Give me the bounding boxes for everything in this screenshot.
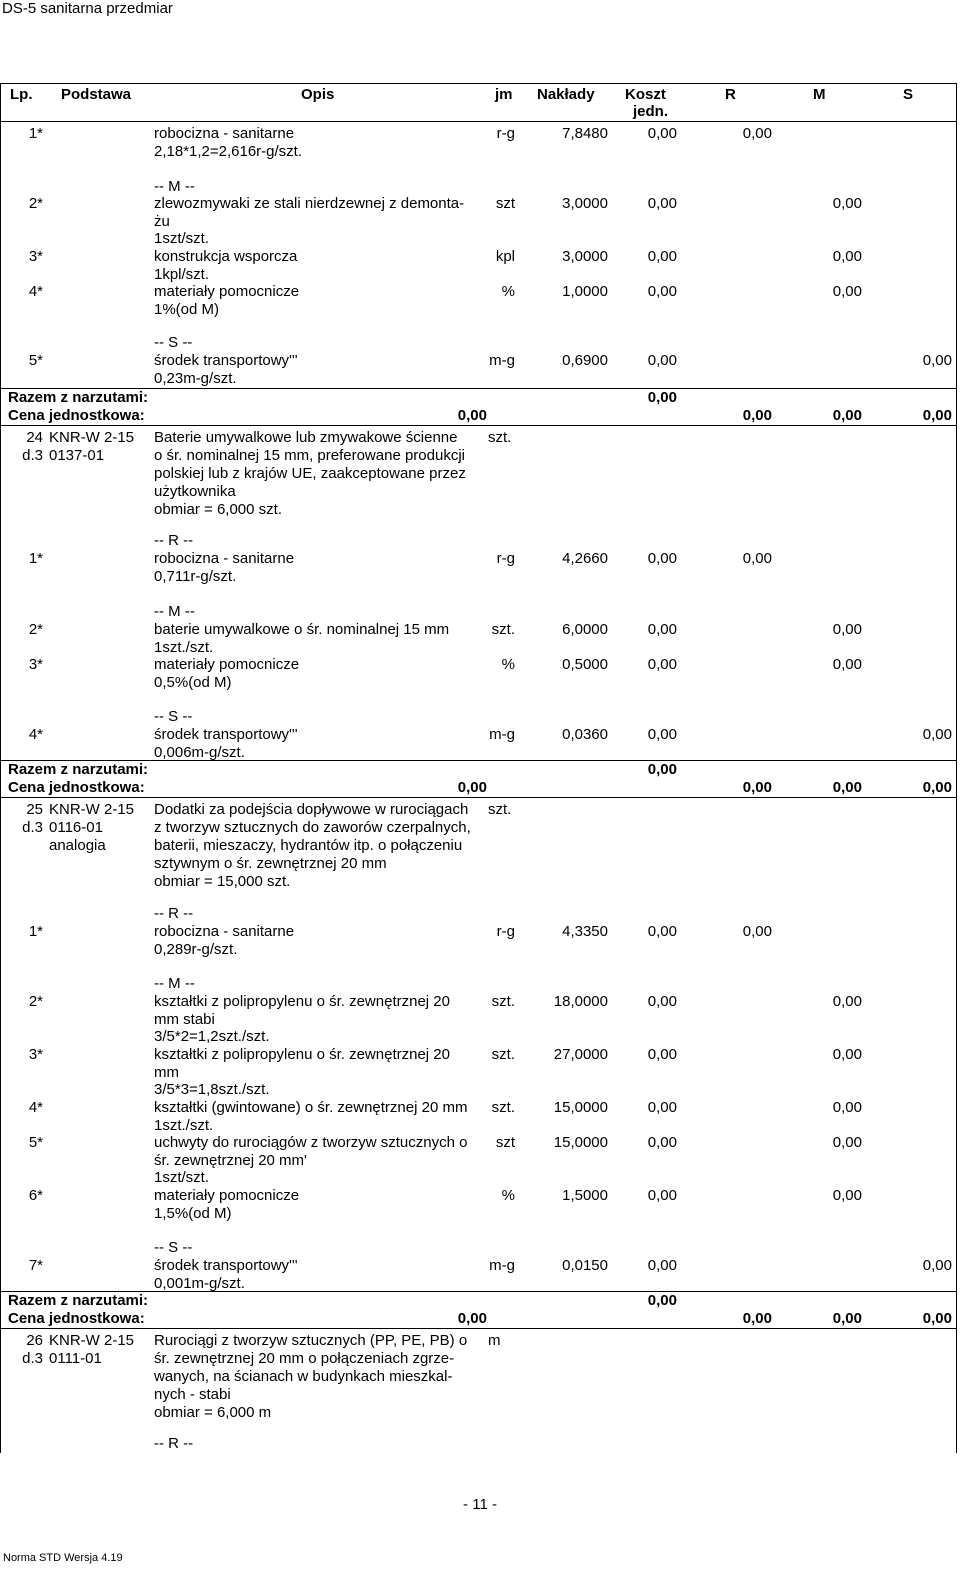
row-cost-s: 0,00 [922,1257,952,1274]
section-marker-r: -- R -- [154,1435,194,1452]
row-description: środek transportowy''' [154,352,298,369]
section-marker-s: -- S -- [154,708,193,725]
row-lp: 3* [28,248,43,265]
row-quantity: 15,0000 [553,1134,608,1151]
row-cost-s: 0,00 [922,726,952,743]
row-unit-cost: 0,00 [647,993,677,1010]
position-basis: 0137-01 [49,447,105,464]
row-cost-m: 0,00 [832,621,862,638]
position-description: sztywnym o śr. zewnętrznej 20 mm [154,855,387,872]
section-marker-r: -- R -- [154,905,194,922]
position-number: 26 [26,1332,43,1349]
row-description: śr. zewnętrznej 20 mm' [154,1151,307,1169]
row-lp: 1* [28,550,43,567]
row-quantity: 15,0000 [553,1099,608,1116]
row-quantity: 18,0000 [553,993,608,1010]
position-basis: analogia [49,837,106,854]
row-cost-m: 0,00 [832,656,862,673]
cena-r: 0,00 [742,407,772,424]
row-unit: m-g [489,726,515,743]
row-description: 0,23m-g/szt. [154,369,237,387]
row-description: materiały pomocnicze [154,283,300,300]
row-unit: m-g [489,1257,515,1274]
row-divider [1,797,956,798]
position-chapter: d.3 [22,819,43,836]
row-description: środek transportowy''' [154,726,298,743]
section-marker-r: -- R -- [154,532,194,549]
row-description: 1%(od M) [154,300,220,318]
row-unit-cost: 0,00 [647,1187,677,1204]
position-description: o śr. nominalnej 15 mm, preferowane produkcji [154,447,465,464]
row-quantity: 7,8480 [562,125,608,142]
position-basis: 0116-01 [49,819,103,836]
row-lp: 3* [28,656,43,673]
row-cost-m: 0,00 [832,1046,862,1063]
row-description: materiały pomocnicze [154,656,300,673]
position-number: 25 [26,801,43,818]
row-cost-m: 0,00 [832,195,862,212]
razem-value: 0,00 [647,389,677,406]
position-basis: KNR-W 2-15 [49,801,135,818]
cena-label: Cena jednostkowa: [8,1310,145,1327]
row-description: 0,006m-g/szt. [154,743,245,761]
row-unit-cost: 0,00 [647,726,677,743]
row-quantity: 6,0000 [562,621,608,638]
row-unit: r-g [496,923,515,940]
row-quantity: 4,2660 [562,550,608,567]
row-quantity: 3,0000 [562,248,608,265]
position-description: nych - stabi [154,1386,231,1403]
row-divider [1,388,956,389]
header-m: M [813,86,826,103]
row-description: 0,5%(od M) [154,673,232,691]
row-unit-cost: 0,00 [647,621,677,638]
row-cost-s: 0,00 [922,352,952,369]
row-description: 1,5%(od M) [154,1204,232,1222]
row-unit-cost: 0,00 [647,125,677,142]
header-r: R [725,86,736,103]
cena-r: 0,00 [742,1310,772,1327]
position-unit: m [488,1332,501,1349]
position-chapter: d.3 [22,1350,43,1367]
row-description: 1szt./szt. [154,638,214,656]
row-description: robocizna - sanitarne [154,923,295,940]
header-opis: Opis [301,86,335,103]
row-description: robocizna - sanitarne [154,125,295,142]
row-unit: szt. [491,621,515,638]
row-unit: kpl [495,248,515,265]
row-unit: r-g [496,125,515,142]
row-description: mm [154,1063,179,1081]
header-koszt: Koszt [625,86,666,103]
position-description: śr. zewnętrznej 20 mm o połączeniach zgrze- [154,1350,455,1367]
row-unit: % [501,656,515,673]
row-description: robocizna - sanitarne [154,550,295,567]
row-cost-m: 0,00 [832,1134,862,1151]
section-marker-m: -- M -- [154,603,195,620]
cena-m: 0,00 [832,779,862,796]
row-unit-cost: 0,00 [647,248,677,265]
razem-label: Razem z narzutami: [8,389,149,406]
document-title: DS-5 sanitarna przedmiar [2,0,173,17]
row-description: 0,289r-g/szt. [154,940,238,958]
row-description: 1szt./szt. [154,1116,214,1134]
position-basis: KNR-W 2-15 [49,429,135,446]
position-basis: KNR-W 2-15 [49,1332,135,1349]
row-cost-r: 0,00 [742,125,772,142]
row-unit-cost: 0,00 [647,550,677,567]
cost-table [0,83,957,1453]
position-description: baterii, mieszaczy, hydrantów itp. o połączeniu [154,837,463,854]
row-lp: 2* [28,993,43,1010]
row-lp: 2* [28,195,43,212]
header-jm: jm [495,86,513,103]
row-quantity: 3,0000 [562,195,608,212]
row-quantity: 1,0000 [562,283,608,300]
row-description: kształtki (gwintowane) o śr. zewnętrznej 20 mm [154,1099,468,1116]
row-unit-cost: 0,00 [647,195,677,212]
table-header [1,83,956,122]
row-lp: 2* [28,621,43,638]
position-number: 24 [26,429,43,446]
razem-value: 0,00 [647,1292,677,1309]
cena-value: 0,00 [457,779,487,796]
row-lp: 7* [28,1257,43,1274]
row-description: żu [154,212,170,230]
row-quantity: 27,0000 [553,1046,608,1063]
row-unit-cost: 0,00 [647,283,677,300]
position-description: Baterie umywalkowe lub zmywakowe ścienne [154,429,458,446]
row-cost-m: 0,00 [832,993,862,1010]
row-cost-r: 0,00 [742,550,772,567]
row-description: zlewozmywaki ze stali nierdzewnej z demonta- [154,195,465,212]
position-description: obmiar = 15,000 szt. [154,873,291,890]
row-unit: % [501,1187,515,1204]
row-quantity: 0,5000 [562,656,608,673]
row-description: 1kpl/szt. [154,265,210,283]
row-description: 1szt/szt. [154,1169,210,1186]
cena-m: 0,00 [832,407,862,424]
row-unit: szt. [491,993,515,1010]
row-cost-m: 0,00 [832,248,862,265]
position-description: z tworzyw sztucznych do zaworów czerpalnych, [154,819,471,836]
row-unit: r-g [496,550,515,567]
row-unit: szt [495,1134,515,1151]
row-quantity: 0,6900 [562,352,608,369]
cena-s: 0,00 [922,407,952,424]
row-divider [1,1291,956,1292]
row-unit-cost: 0,00 [647,1046,677,1063]
row-quantity: 0,0360 [562,726,608,743]
row-description: mm stabi [154,1010,215,1028]
row-quantity: 4,3350 [562,923,608,940]
row-lp: 4* [28,1099,43,1116]
page-number: - 11 - [463,1496,497,1513]
position-description: Rurociągi z tworzyw sztucznych (PP, PE, PB) o [154,1332,468,1349]
section-marker-m: -- M -- [154,975,195,992]
row-quantity: 1,5000 [562,1187,608,1204]
row-unit-cost: 0,00 [647,352,677,369]
position-chapter: d.3 [22,447,43,464]
section-marker-s: -- S -- [154,334,193,351]
row-unit-cost: 0,00 [647,1134,677,1151]
header-s: S [903,86,914,103]
row-lp: 1* [28,923,43,940]
row-description: 3/5*2=1,2szt./szt. [154,1028,270,1045]
razem-value: 0,00 [647,761,677,778]
row-description: 0,001m-g/szt. [154,1274,245,1292]
row-unit: szt. [491,1046,515,1063]
razem-label: Razem z narzutami: [8,761,149,778]
row-divider [1,760,956,761]
header-naklady: Nakłady [537,86,595,103]
header-koszt-jedn: jedn. [633,103,669,120]
row-cost-m: 0,00 [832,1187,862,1204]
cena-s: 0,00 [922,1310,952,1327]
row-unit-cost: 0,00 [647,1099,677,1116]
row-cost-r: 0,00 [742,923,772,940]
software-footer: Norma STD Wersja 4.19 [3,1552,123,1564]
row-description: 1szt/szt. [154,230,210,247]
row-description: 0,711r-g/szt. [154,567,237,585]
row-description: baterie umywalkowe o śr. nominalnej 15 mm [154,621,450,638]
row-lp: 6* [28,1187,43,1204]
row-lp: 3* [28,1046,43,1063]
cena-label: Cena jednostkowa: [8,779,145,796]
header-lp: Lp. [10,86,33,103]
position-basis: 0111-01 [49,1350,102,1367]
section-marker-s: -- S -- [154,1239,193,1256]
row-description: uchwyty do rurociągów z tworzyw sztucznych o [154,1134,468,1151]
cena-r: 0,00 [742,779,772,796]
row-unit: szt. [491,1099,515,1116]
row-lp: 4* [28,283,43,300]
row-description: kształtki z polipropylenu o śr. zewnętrznej 20 [154,1046,450,1063]
row-description: 3/5*3=1,8szt./szt. [154,1081,270,1098]
row-description: materiały pomocnicze [154,1187,300,1204]
row-unit: szt [495,195,515,212]
row-unit: m-g [489,352,515,369]
position-unit: szt. [488,801,512,818]
position-description: użytkownika [154,483,236,500]
cena-value: 0,00 [457,407,487,424]
row-quantity: 0,0150 [562,1257,608,1274]
position-unit: szt. [488,429,512,446]
razem-label: Razem z narzutami: [8,1292,149,1309]
row-lp: 5* [28,1134,43,1151]
row-lp: 1* [28,125,43,142]
row-description: 2,18*1,2=2,616r-g/szt. [154,142,303,160]
cena-label: Cena jednostkowa: [8,407,145,424]
row-unit-cost: 0,00 [647,656,677,673]
row-unit: % [501,283,515,300]
section-marker-m: -- M -- [154,178,195,195]
row-lp: 5* [28,352,43,369]
row-lp: 4* [28,726,43,743]
row-divider [1,1328,956,1329]
position-description: polskiej lub z krajów UE, zaakceptowane przez [154,465,466,482]
row-unit-cost: 0,00 [647,1257,677,1274]
header-podstawa: Podstawa [61,86,132,103]
cena-value: 0,00 [457,1310,487,1327]
position-description: obmiar = 6,000 szt. [154,501,282,518]
position-description: Dodatki za podejścia dopływowe w rurociągach [154,801,469,818]
row-description: środek transportowy''' [154,1257,298,1274]
row-description: konstrukcja wsporcza [154,248,298,265]
row-description: kształtki z polipropylenu o śr. zewnętrznej 20 [154,993,450,1010]
position-description: wanych, na ścianach w budynkach mieszkal- [154,1368,453,1385]
position-description: obmiar = 6,000 m [154,1404,272,1421]
cena-m: 0,00 [832,1310,862,1327]
row-divider [1,425,956,426]
row-cost-m: 0,00 [832,1099,862,1116]
cena-s: 0,00 [922,779,952,796]
row-cost-m: 0,00 [832,283,862,300]
row-unit-cost: 0,00 [647,923,677,940]
